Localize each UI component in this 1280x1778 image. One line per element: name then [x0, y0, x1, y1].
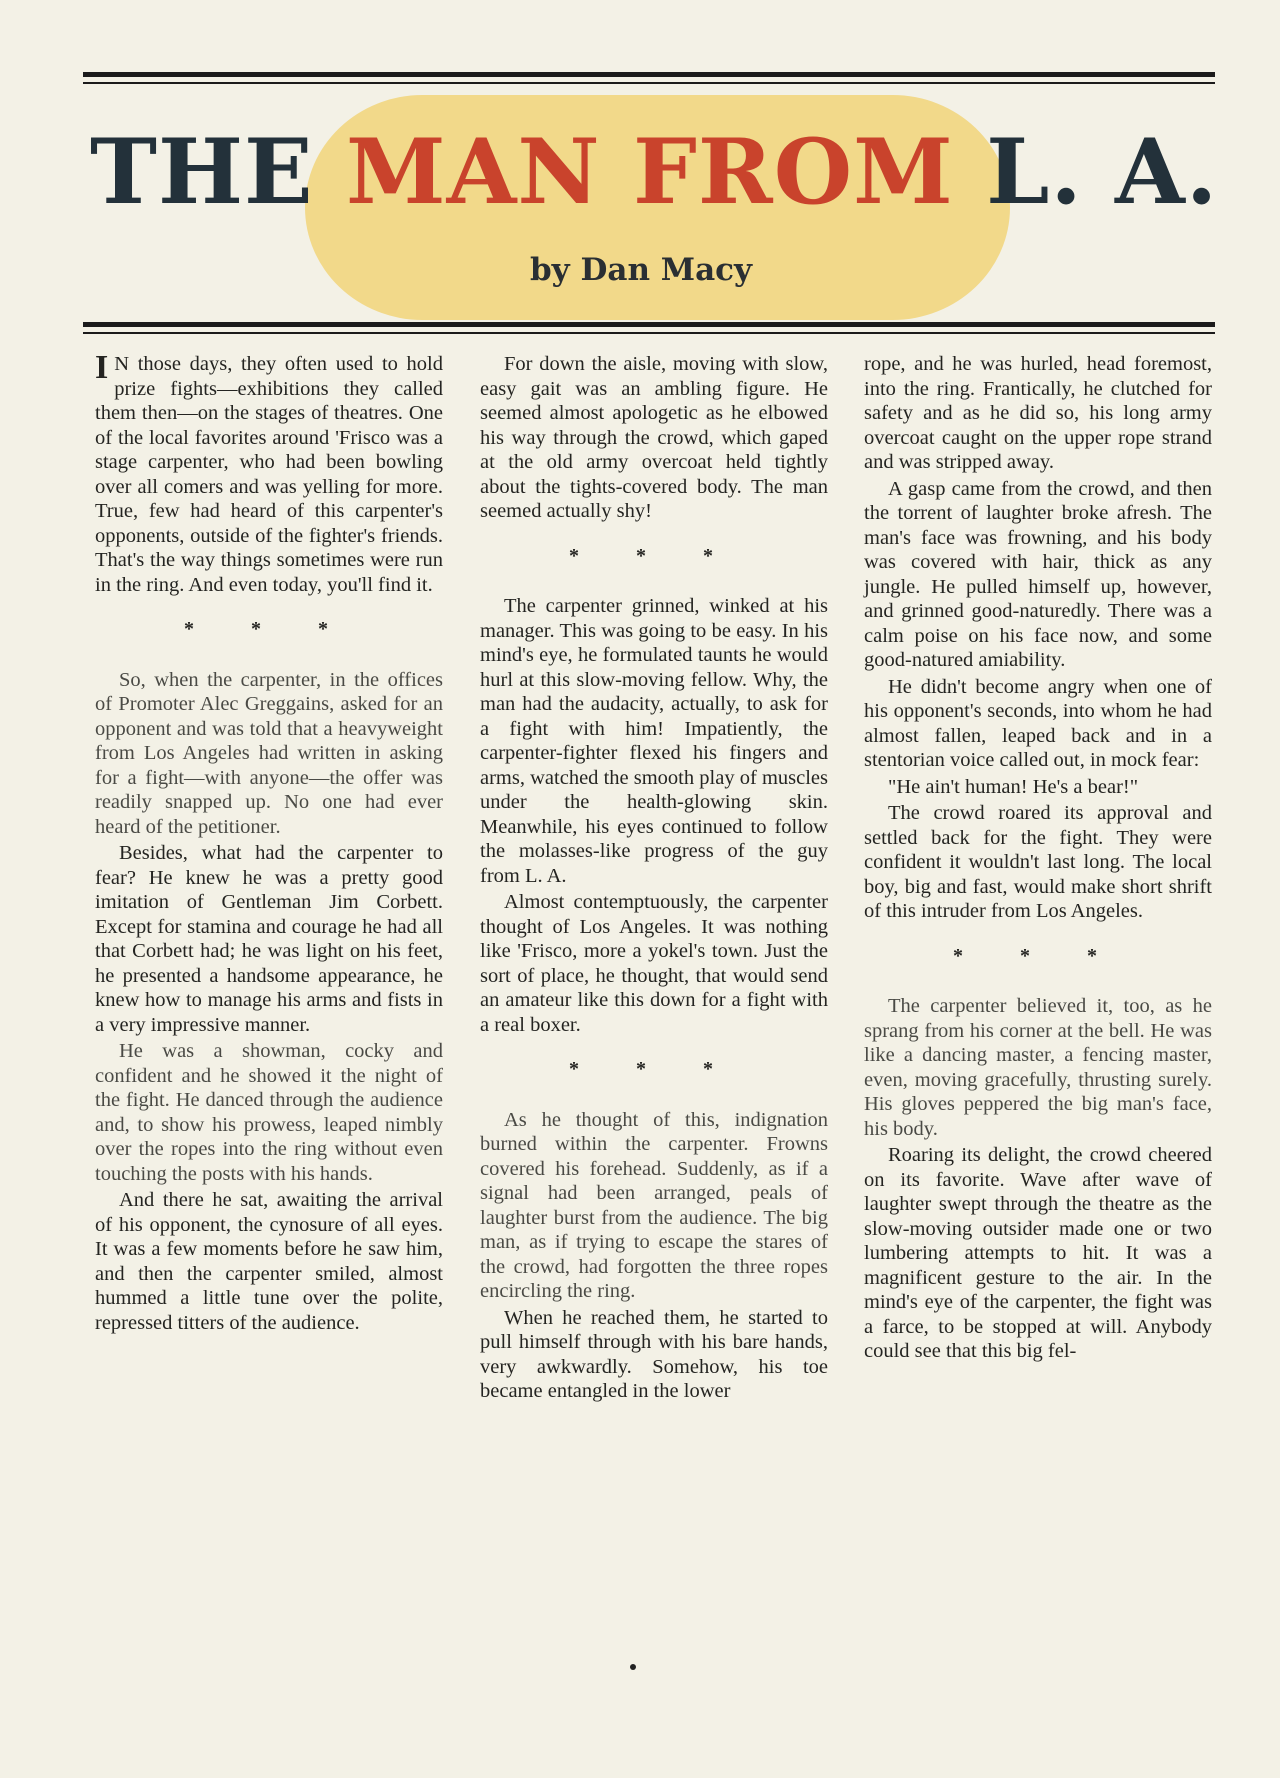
title-word-la: L. A.: [986, 119, 1219, 225]
section-break: * * *: [569, 544, 739, 567]
paragraph: The carpenter grinned, winked at his manager. This was going to be easy. In his mind's eye, he formulated taunts he would hurl at this slow-moving fellow. Why, the man had the audacity, actually, to ask for a fight with him! Impatiently, the carpenter-fighter flexed his fingers and arms, watched the smooth play of muscles under the health-glowing skin. Meanwhile, his eyes continued to follow the molasses-like progress of the guy from L. A.: [480, 595, 828, 887]
paragraph: A gasp came from the crowd, and then the torrent of laughter broke afresh. The man's face was frowning, and his body was covered with hair, thick as any jungle. He pulled himself up, however, and grinned good-naturedly. There was a calm poise on his face now, and some good-natured amiability.: [864, 477, 1212, 671]
column-2: [480, 352, 828, 1652]
page-dot: [630, 1664, 636, 1670]
title-word-the: THE: [90, 119, 314, 225]
paragraph: For down the aisle, moving with slow, easy gait was an ambling figure. He seemed almost apologetic as he elbowed his way through the crowd, which gaped at the old army overcoat held tightly about the tights-covered body. The man seemed actually shy!: [480, 353, 828, 522]
drop-cap: I: [95, 349, 109, 386]
paragraph: The crowd roared its approval and settled back for the fight. They were confident it wouldn't last long. The local boy, big and fast, would make short shrift of this intruder from Los Angeles.: [864, 802, 1212, 922]
section-break: * * *: [953, 944, 1123, 967]
paragraph: I N those days, they often used to hold prize fights—exhibitions they called them then—on the stages of theatres. One of the local favorites around 'Frisco was a stage carpenter, who had been bowling over all comers and was yelling for more. True, few had heard of this carpenter's opponents, outside of the fighter's friends. That's the way things sometimes were run in the ring. And even today, you'll find it.: [95, 349, 443, 596]
mid-rule: [83, 322, 1215, 327]
paragraph: Besides, what had the carpenter to fear? He knew he was a pretty good imitation of Gentleman Jim Corbett. Except for stamina and courage he had all that Corbett had; he was light on his feet, he presented a handsome appearance, he knew how to manage his arms and fists in a very impressive manner.: [95, 842, 443, 1036]
mid-rule-thin: [83, 332, 1215, 334]
story-title: [90, 112, 1230, 232]
paragraph: So, when the carpenter, in the offices of Promoter Alec Greggains, asked for an opponent and was told that a heavyweight from Los Angeles had written in asking for a fight—with anyone—the offer was readily snapped up. No one had ever heard of the petitioner.: [95, 668, 443, 838]
byline: by Dan Macy: [530, 252, 753, 288]
column-1: [95, 349, 443, 1652]
paragraph: The carpenter believed it, too, as he sprang from his corner at the bell. He was like a dancing master, a fencing master, even, moving gracefully, thrusting surely. His gloves peppered the big man's face, his body.: [864, 995, 1212, 1140]
section-break: * * *: [184, 618, 354, 640]
top-rule-thin: [83, 82, 1215, 84]
title-word-man-from: MAN FROM: [345, 119, 954, 225]
paragraph: Almost contemptuously, the carpenter thought of Los Angeles. It was nothing like 'Frisco, more a yokel's town. Just the sort of place, he thought, that would send an amateur like this down for a fight with a real boxer.: [480, 891, 828, 1036]
section-break: * * *: [569, 1058, 739, 1080]
paragraph: And there he sat, awaiting the arrival of his opponent, the cynosure of all eyes. It was a few moments before he saw him, and then the carpenter smiled, almost hummed a little tune over the polite, repressed titters of the audience.: [95, 1189, 443, 1334]
paragraph: When he reached them, he started to pull himself through with his bare hands, very awkwardly. Somehow, his toe became entangled in the lower: [480, 1306, 828, 1402]
paragraph: "He ain't human! He's a bear!": [888, 775, 1139, 798]
paragraph: rope, and he was hurled, head foremost, into the ring. Frantically, he clutched for safety and as he did so, his long army overcoat caught on the upper rope strand and was stripped away.: [864, 353, 1212, 473]
paragraph: He was a showman, cocky and confident and he showed it the night of the fight. He danced through the audience and, to show his prowess, leaped nimbly over the ropes into the ring without even touching the posts with his hands.: [95, 1040, 443, 1185]
paragraph: As he thought of this, indignation burned within the carpenter. Frowns covered his forehead. Suddenly, as if a signal had been arranged, peals of laughter burst from the audience. The big man, as if trying to escape the stares of the crowd, had forgotten the three ropes encircling the ring.: [480, 1108, 828, 1302]
paragraph: Roaring its delight, the crowd cheered on its favorite. Wave after wave of laughter swept through the theatre as the slow-moving outsider made one or two lumbering attempts to hit. It was a magnificent gesture to the air. In the mind's eye of the carpenter, the fight was a farce, to be stopped at will. Anybody could see that this big fel-: [864, 1144, 1212, 1362]
paragraph: He didn't become angry when one of his opponent's seconds, into whom he had almost fallen, leaped back and in a stentorian voice called out, in mock fear:: [864, 675, 1212, 771]
column-3: [864, 352, 1212, 1652]
top-rule: [83, 72, 1215, 77]
